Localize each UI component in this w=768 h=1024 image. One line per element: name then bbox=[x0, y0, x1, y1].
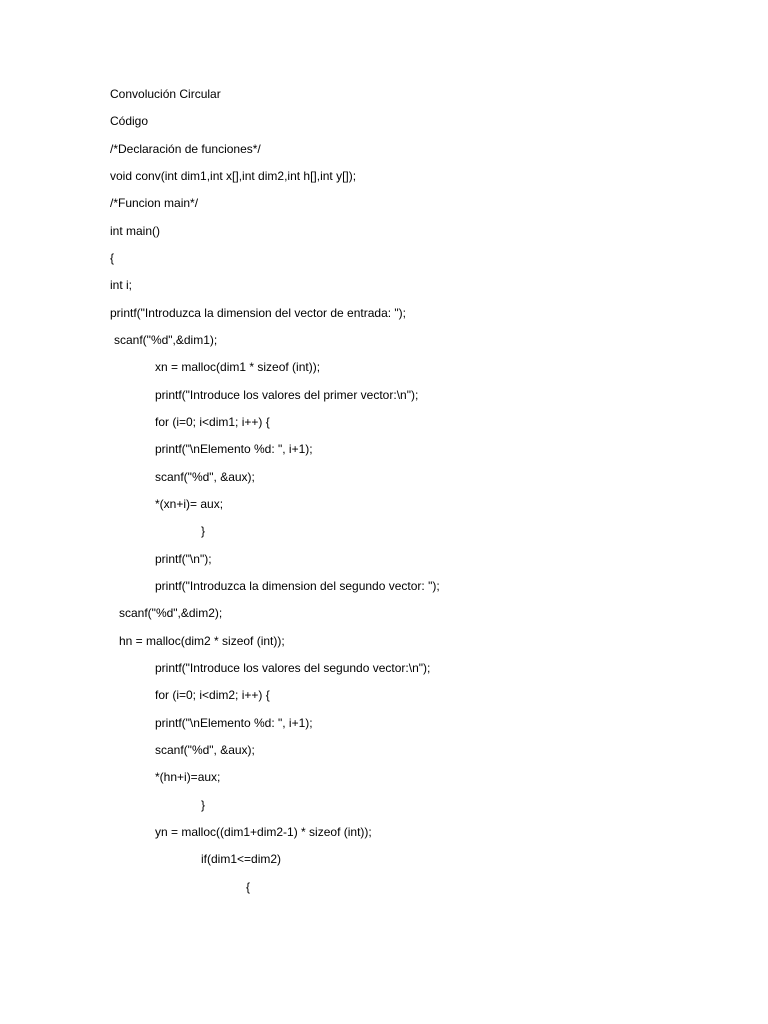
code-line: for (i=0; i<dim1; i++) { bbox=[155, 415, 270, 429]
code-line: void conv(int dim1,int x[],int dim2,int h[],int y[]); bbox=[110, 169, 357, 183]
code-line: int i; bbox=[110, 278, 133, 292]
code-line: int main() bbox=[110, 224, 161, 238]
code-line: printf("\nElemento %d: ", i+1); bbox=[155, 442, 313, 456]
code-line: if(dim1<=dim2) bbox=[201, 852, 282, 866]
code-line: scanf("%d", &aux); bbox=[155, 470, 255, 484]
code-line: *(hn+i)=aux; bbox=[155, 770, 221, 784]
code-line: } bbox=[201, 524, 206, 538]
code-line: xn = malloc(dim1 * sizeof (int)); bbox=[155, 360, 321, 374]
code-line: /*Funcion main*/ bbox=[110, 196, 199, 210]
code-line: printf("\nElemento %d: ", i+1); bbox=[155, 716, 313, 730]
code-line: printf("Introduzca la dimension del vector de entrada: "); bbox=[110, 306, 407, 320]
code-line: for (i=0; i<dim2; i++) { bbox=[155, 688, 270, 702]
code-line: scanf("%d",&dim2); bbox=[119, 606, 223, 620]
code-line: printf("Introduce los valores del segundo vector:\n"); bbox=[155, 661, 431, 675]
code-line: *(xn+i)= aux; bbox=[155, 497, 224, 511]
code-line: { bbox=[110, 251, 115, 265]
doc-title: Convolución Circular bbox=[110, 87, 221, 101]
code-line: { bbox=[246, 880, 251, 894]
code-line: scanf("%d", &aux); bbox=[155, 743, 255, 757]
code-line: scanf("%d",&dim1); bbox=[114, 333, 218, 347]
code-line: hn = malloc(dim2 * sizeof (int)); bbox=[119, 634, 285, 648]
code-line: /*Declaración de funciones*/ bbox=[110, 142, 261, 156]
code-line: yn = malloc((dim1+dim2-1) * sizeof (int)); bbox=[155, 825, 372, 839]
code-line: printf("Introduce los valores del primer vector:\n"); bbox=[155, 388, 419, 402]
code-line: } bbox=[201, 798, 206, 812]
section-heading: Código bbox=[110, 114, 149, 128]
code-line: printf("\n"); bbox=[155, 552, 212, 566]
code-line: printf("Introduzca la dimension del segundo vector: "); bbox=[155, 579, 440, 593]
